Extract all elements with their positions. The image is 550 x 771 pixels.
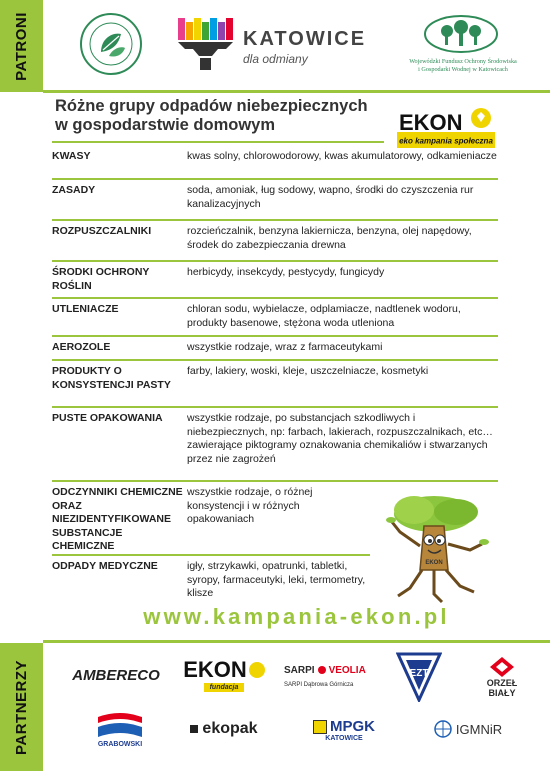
grabowski-name: GRABOWSKI bbox=[97, 740, 143, 748]
igmnir-name: IGMNiR bbox=[455, 721, 503, 737]
ekon-tree-mascot bbox=[382, 492, 492, 604]
ekon-leaf-icon bbox=[249, 662, 265, 678]
partner-grabowski-logo bbox=[86, 703, 154, 753]
katowice-name: KATOWICE bbox=[243, 28, 367, 50]
top-divider bbox=[43, 90, 550, 93]
campaign-website: www.kampania-ekon.pl bbox=[143, 604, 450, 629]
row-category: ROZPUSZCZALNIKI bbox=[52, 225, 152, 237]
row-description: herbicydy, insekcydy, pestycydy, fungicydy bbox=[187, 266, 385, 278]
row-description: soda, amoniak, ług sodowy, wapno, środki do czyszczenia rur kanalizacyjnych bbox=[187, 184, 474, 210]
wfos-name bbox=[393, 58, 533, 74]
table-row bbox=[52, 361, 498, 408]
table-row bbox=[52, 408, 498, 482]
partner-sarpi-veolia-logo bbox=[284, 654, 376, 698]
ekon-partner-name: EKON bbox=[183, 656, 247, 682]
igmnir-globe-icon bbox=[434, 720, 452, 738]
row-category: ŚRODKI OCHRONY ROŚLIN bbox=[52, 266, 150, 292]
katowice-tagline: dla odmiany bbox=[243, 52, 308, 66]
row-category: AEROZOLE bbox=[52, 341, 111, 353]
partner-ekopak-logo bbox=[182, 714, 266, 744]
title-divider bbox=[52, 141, 384, 143]
mpgk-crest-icon bbox=[313, 720, 327, 734]
partner-ekon-logo bbox=[182, 652, 266, 696]
row-category: ODCZYNNIKI CHEMICZNE ORAZ NIEZIDENTYFIKOWANE SUBSTANCJE CHEMICZNE bbox=[52, 486, 183, 552]
veolia-mark-icon bbox=[318, 666, 326, 674]
row-description: wszystkie rodzaje, wraz z farmaceutykami bbox=[187, 341, 383, 353]
patron-logos bbox=[43, 0, 550, 90]
ambereco-name: AMBERECO bbox=[72, 666, 160, 684]
table-row bbox=[52, 262, 498, 299]
table-row bbox=[52, 337, 498, 361]
row-category: UTLENIACZE bbox=[52, 303, 119, 315]
table-row bbox=[52, 146, 498, 180]
ekon-partner-sub: fundacja bbox=[204, 683, 245, 692]
ekon-badge-graphic bbox=[397, 106, 495, 150]
partner-orzel-bialy-logo bbox=[474, 652, 530, 702]
row-description: chloran sodu, wybielacze, odplamiacze, nadtlenek wodoru, produkty basenowe, stężona woda utleniona bbox=[187, 303, 461, 329]
row-description: wszystkie rodzaje, o różnej konsystencji i w różnych opakowaniach bbox=[187, 486, 313, 525]
row-description: wszystkie rodzaje, po substancjach szkodliwych i niebezpiecznych, np: farbach, lakierach, rozpuszczalnikach, etc… zawierające piktogramy oznakowania chemikaliów i stwarzanych przez nie zagrożeń bbox=[187, 412, 493, 465]
patrons-sidebar bbox=[0, 0, 43, 92]
table-row bbox=[52, 180, 498, 221]
ekon-badge-subtitle: eko kampania społeczna bbox=[399, 136, 493, 146]
sarpi-name: SARPI bbox=[284, 664, 315, 676]
partner-igmnir-logo bbox=[420, 714, 516, 744]
table-row bbox=[52, 299, 498, 337]
ekopak-mark-icon bbox=[190, 725, 198, 733]
partner-mpgk-logo bbox=[302, 712, 386, 748]
row-category: PUSTE OPAKOWANIA bbox=[52, 412, 163, 424]
grabowski-mark-icon bbox=[94, 709, 146, 741]
mpgk-name: MPGK bbox=[330, 718, 375, 735]
row-description: igły, strzykawki, opatrunki, tabletki, syropy, farmaceutyki, leki, termometry, klisze bbox=[187, 560, 366, 599]
row-category: ODPADY MEDYCZNE bbox=[52, 560, 158, 572]
ekopak-name: ekopak bbox=[202, 720, 258, 737]
orzel-line-1: ORZEŁ bbox=[486, 678, 518, 688]
table-row bbox=[52, 556, 370, 606]
row-description: kwas solny, chlorowodorowy, kwas akumulatorowy, odkamieniacze bbox=[187, 150, 497, 162]
veolia-name: VEOLIA bbox=[328, 664, 366, 676]
nature-protection-seal-logo bbox=[79, 12, 143, 76]
orzel-diamond-icon bbox=[489, 656, 515, 678]
bottom-divider bbox=[43, 640, 550, 643]
ekon-badge-name: EKON bbox=[399, 110, 463, 135]
orzel-line-2: BIAŁY bbox=[488, 688, 516, 698]
patrons-label: PATRONI bbox=[13, 11, 30, 81]
table-row bbox=[52, 221, 498, 262]
table-row bbox=[52, 482, 370, 556]
row-description: farby, lakiery, woski, kleje, uszczelniacze, kosmetyki bbox=[187, 365, 429, 377]
partners-sidebar bbox=[0, 643, 43, 771]
mpgk-city: KATOWICE bbox=[325, 735, 363, 742]
row-category: PRODUKTY O KONSYSTENCJI PASTY bbox=[52, 365, 171, 391]
page-title: Różne grupy odpadów niebezpiecznych w gospodarstwie domowym bbox=[55, 97, 368, 134]
wfos-tree-logo bbox=[423, 14, 499, 54]
row-category: ZASADY bbox=[52, 184, 96, 196]
row-category: KWASY bbox=[52, 150, 91, 162]
partners-label: PARTNERZY bbox=[13, 659, 30, 755]
katowice-emblem-logo bbox=[178, 18, 236, 72]
wfos-line-1: Wojewódzki Fundusz Ochrony Środowiska bbox=[409, 58, 517, 65]
row-description: rozcieńczalnik, benzyna lakiernicza, benzyna, olej napędowy, środek do zabezpieczania drewna bbox=[187, 225, 472, 251]
partner-ezt-logo bbox=[396, 652, 442, 702]
mascot-label: EKON bbox=[425, 560, 443, 566]
wfos-line-2: i Gospodarki Wodnej w Katowicach bbox=[418, 66, 508, 73]
ezt-name: EZT bbox=[409, 668, 429, 679]
sarpi-location: SARPI Dąbrowa Górnicza bbox=[284, 681, 354, 688]
partner-ambereco-logo bbox=[66, 660, 166, 690]
